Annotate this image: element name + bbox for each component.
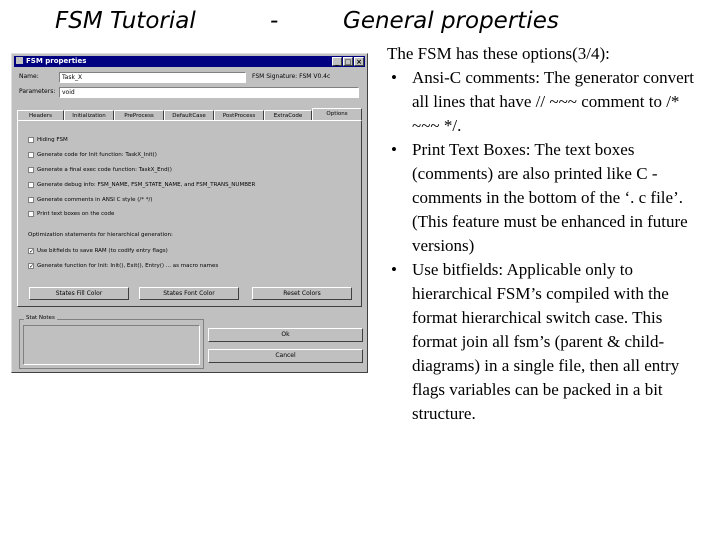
slide-title-dash: -	[270, 8, 279, 34]
bullet-marker: •	[391, 68, 397, 87]
option-hiding-fsm[interactable]: Hiding FSM	[28, 137, 68, 143]
option-print-text-boxes[interactable]: Print text boxes on the code	[28, 211, 114, 217]
checkbox[interactable]	[28, 167, 34, 173]
fsm-properties-dialog	[11, 53, 368, 373]
bullet-use-bitfields	[387, 258, 707, 426]
dialog-title: FSM properties	[26, 57, 87, 65]
dialog-titlebar	[14, 56, 365, 67]
tab-strip	[17, 110, 362, 120]
reset-colors-button[interactable]: Reset Colors	[252, 287, 352, 300]
tab-initialization[interactable]: Initialization	[64, 110, 114, 120]
close-button[interactable]: ×	[354, 57, 364, 66]
checkbox[interactable]	[28, 152, 34, 158]
bullet-ansi-comments	[387, 66, 707, 138]
tab-options[interactable]: Options	[312, 108, 362, 121]
tab-preprocess[interactable]: PreProcess	[114, 110, 164, 120]
bullet-text: Use bitfields: Applicable only to hierarchical FSM’s compiled with the format hierarchical switch case. This format join all fsm’s (parent & child-diagrams) in a single file, then all entry flags variables can be packed in a bit structure.	[412, 260, 680, 423]
tab-extracode[interactable]: ExtraCode	[264, 110, 312, 120]
option-use-bitfields[interactable]: ✓ Use bitfields to save RAM (to codify entry flags)	[29, 248, 168, 255]
parameters-field[interactable]: void	[59, 87, 359, 98]
checkbox[interactable]	[28, 137, 34, 143]
ok-button[interactable]: Ok	[208, 328, 363, 342]
checkbox[interactable]	[28, 211, 34, 217]
checkbox[interactable]	[28, 182, 34, 188]
maximize-button[interactable]: □	[344, 58, 352, 66]
bullet-print-text-boxes	[387, 138, 707, 258]
minimize-button[interactable]: _	[332, 57, 342, 66]
option-debug-info[interactable]: Generate debug info: FSM_NAME, FSM_STATE_NAME, and FSM_TRANS_NUMBER	[28, 182, 255, 188]
app-icon	[16, 57, 23, 64]
fsm-signature: FSM Signature: FSM V0.4c	[252, 73, 331, 80]
bullet-marker: •	[391, 140, 397, 159]
stat-notes-label: Stat Notes	[26, 315, 55, 321]
slide-title-left: FSM Tutorial	[55, 8, 196, 34]
stat-notes-area[interactable]	[23, 325, 200, 365]
bullet-text: Ansi-C comments: The generator convert all lines that have // ~~~ comment to /* ~~~ */.	[412, 68, 694, 135]
states-font-color-button[interactable]: States Font Color	[139, 287, 239, 300]
cancel-button[interactable]: Cancel	[208, 349, 363, 363]
bullet-text: Print Text Boxes: The text boxes (comments) are also printed like C - comments in the bottom of the ‘. c file’. (This feature must be enhanced in future versions)	[412, 140, 688, 255]
parameters-label: Parameters:	[19, 88, 56, 95]
name-field[interactable]: Task_X	[59, 72, 246, 83]
states-fill-color-button[interactable]: States Fill Color	[29, 287, 129, 300]
checkbox-checked[interactable]: ✓	[29, 263, 35, 270]
option-generate-macros[interactable]: ✓ Generate function for Init: Init(), Exit(), Entry() ... as macro names	[29, 263, 219, 270]
option-ansi-comments[interactable]: Generate comments in ANSI C style (/* */)	[28, 197, 152, 203]
slide-body-text	[387, 42, 707, 426]
bullet-marker: •	[391, 260, 397, 279]
option-end-function[interactable]: Generate a final exec code function: TaskX_End()	[28, 167, 172, 173]
tab-headers[interactable]: Headers	[17, 110, 64, 120]
stat-notes-group	[19, 315, 204, 369]
option-init-function[interactable]: Generate code for Init function: TaskX_Init()	[28, 152, 157, 158]
checkbox-checked[interactable]: ✓	[29, 248, 35, 255]
hierarchical-label: Optimization statements for hierarchical generation:	[28, 232, 173, 238]
checkbox[interactable]	[28, 197, 34, 203]
tab-defaultcase[interactable]: DefaultCase	[164, 110, 214, 120]
slide-title-right: General properties	[343, 8, 559, 34]
name-label: Name:	[19, 73, 39, 80]
intro-text: The FSM has these options(3/4):	[387, 44, 610, 63]
tab-postprocess[interactable]: PostProcess	[214, 110, 264, 120]
